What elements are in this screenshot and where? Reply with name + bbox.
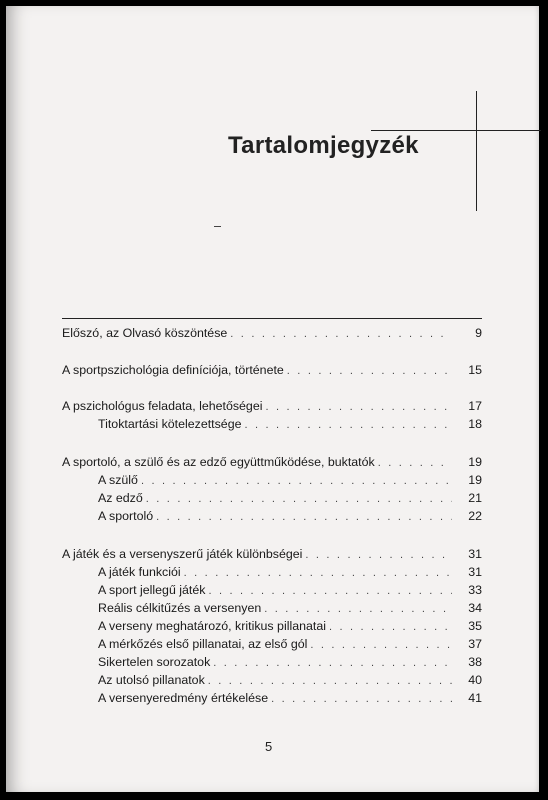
- toc-entry: [62, 326, 482, 342]
- book-page: [6, 6, 539, 792]
- toc-dot-leader: [208, 674, 452, 689]
- toc-entry-page: 22: [468, 509, 482, 523]
- small-mark: [214, 226, 221, 227]
- toc-dot-leader: [329, 620, 452, 635]
- toc-entry-page: 9: [475, 326, 482, 340]
- toc-subentry: [98, 655, 482, 671]
- toc-entry-label: Az edző: [98, 491, 143, 505]
- toc-dot-leader: [378, 456, 452, 471]
- toc-dot-leader: [184, 566, 452, 581]
- toc-dot-leader: [141, 474, 452, 489]
- toc-entry-page: 41: [468, 691, 482, 705]
- toc-entry-label: Reális célkitűzés a versenyen: [98, 601, 262, 615]
- toc-entry: [62, 547, 482, 563]
- toc-subentry: [98, 491, 482, 507]
- toc-subentry: [98, 637, 482, 653]
- toc-entry-page: 38: [468, 655, 482, 669]
- toc-subentry: [98, 417, 482, 433]
- crop-mark-vertical: [476, 91, 477, 211]
- toc-dot-leader: [213, 656, 452, 671]
- toc-dot-leader: [208, 584, 452, 599]
- toc-subentry: [98, 601, 482, 617]
- toc-entry: [62, 363, 482, 379]
- toc-entry-page: 40: [468, 673, 482, 687]
- toc-entry-label: A pszichológus feladata, lehetőségei: [62, 399, 263, 413]
- toc-subentry: [98, 473, 482, 489]
- toc-entry-label: A versenyeredmény értékelése: [98, 691, 269, 705]
- toc-dot-leader: [146, 492, 452, 507]
- page-title: Tartalomjegyzék: [228, 132, 419, 159]
- page-number: 5: [265, 739, 273, 754]
- crop-mark-horizontal: [371, 130, 541, 131]
- toc-entry-page: 19: [468, 473, 482, 487]
- toc-subentry: [98, 619, 482, 635]
- toc-entry-page: 34: [468, 601, 482, 615]
- toc-entry-label: A szülő: [98, 473, 138, 487]
- toc-entry-label: A sport jellegű játék: [98, 583, 206, 597]
- toc-entry-page: 21: [468, 491, 482, 505]
- toc-dot-leader: [271, 692, 452, 707]
- toc-entry-label: A verseny meghatározó, kritikus pillanatai: [98, 619, 326, 633]
- toc-entry-page: 17: [468, 399, 482, 413]
- toc-entry-page: 35: [468, 619, 482, 633]
- toc-entry-page: 31: [468, 547, 482, 561]
- toc-entry-page: 31: [468, 565, 482, 579]
- toc-subentry: [98, 673, 482, 689]
- toc-subentry: [98, 509, 482, 525]
- toc-entry-page: 18: [468, 417, 482, 431]
- toc-entry-label: Sikertelen sorozatok: [98, 655, 211, 669]
- toc-entry-page: 33: [468, 583, 482, 597]
- toc-dot-leader: [244, 418, 452, 433]
- toc-dot-leader: [287, 364, 452, 379]
- toc-entry-label: Előszó, az Olvasó köszöntése: [62, 326, 228, 340]
- toc-dot-leader: [264, 602, 452, 617]
- toc-dot-leader: [230, 327, 452, 342]
- toc-entry-label: A sportpszichológia definíciója, története: [62, 363, 284, 377]
- toc-dot-leader: [305, 548, 452, 563]
- toc-subentry: [98, 565, 482, 581]
- toc-entry: [62, 455, 482, 471]
- toc-dot-leader: [156, 510, 452, 525]
- toc-subentry: [98, 583, 482, 599]
- toc-dot-leader: [310, 638, 452, 653]
- toc-entry-label: A sportoló, a szülő és az edző együttműködése, buktatók: [62, 455, 375, 469]
- toc-entry: [62, 399, 482, 415]
- toc-entry-page: 19: [468, 455, 482, 469]
- toc-entry-label: A játék és a versenyszerű játék különbségei: [62, 547, 303, 561]
- toc-entry-page: 15: [468, 363, 482, 377]
- toc-entry-label: A játék funkciói: [98, 565, 181, 579]
- toc-entry-label: A mérkőzés első pillanatai, az első gól: [98, 637, 308, 651]
- toc-entry-label: Az utolsó pillanatok: [98, 673, 205, 687]
- toc-top-rule: [62, 318, 482, 319]
- toc-dot-leader: [265, 400, 452, 415]
- toc-entry-page: 37: [468, 637, 482, 651]
- toc-subentry: [98, 691, 482, 707]
- toc-entry-label: A sportoló: [98, 509, 154, 523]
- toc-entry-label: Titoktartási kötelezettsége: [98, 417, 242, 431]
